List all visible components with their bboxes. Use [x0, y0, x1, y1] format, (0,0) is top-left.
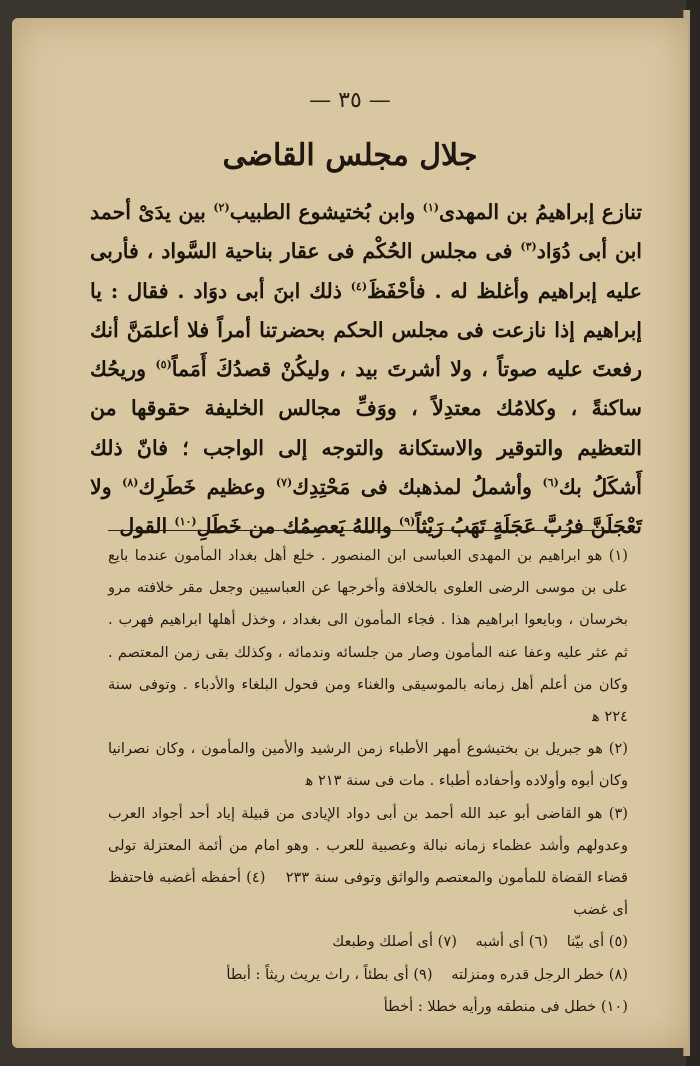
page-number: — ٣٥ —: [309, 88, 391, 113]
book-page: [12, 18, 688, 1048]
footnote-8: (٨) خطر الرجل قدره ومنزلته: [451, 965, 628, 983]
footnote-ref: (٦): [542, 476, 559, 490]
footnote-3: [108, 798, 628, 927]
footnote-ref: (٥): [155, 358, 172, 372]
footnote-ref: (٣): [520, 240, 537, 254]
footnote-ref: (٤): [350, 279, 368, 293]
footnote-2: (٢) هو جبريل بن بختيشوع أمهر الأطباء زمن الرشيد والأمين والمأمون ، وكان نصرانيا وكان أبوه وأولاده وأحفاده أطباء . مات فى سنة ٢١٣ ﻫ: [108, 740, 628, 790]
body-text: وعظيم خَطَرِك: [138, 475, 276, 500]
body-text: ذلك ابنَ أبى دوَاد . فقال : يا إبراهيم إذا نازعت فى مجلس الحكم بحضرتنا أمراً فلا أعلمَنَّ أنك رفعتَ عليه صوتاً ، ولا أشرتَ بيد ، وليكُنْ قصدُكَ أَمَماً: [90, 278, 642, 382]
footnote-ref: (٢): [213, 201, 230, 215]
body-text: القول: [119, 514, 175, 539]
body-text: بين يدَىْ أحمد ابن أبى دُوَاد: [90, 200, 643, 264]
body-text: تنازع إبراهيمُ بن المهدى: [438, 200, 642, 224]
footnote-row-5-7: [108, 926, 628, 958]
footnote-10: (١٠) خطل فى منطقه ورأيه خطلا : أخطأ: [383, 997, 628, 1015]
footnote-row-8-9: [108, 959, 628, 991]
page-title: جلال مجلس القاضى: [222, 138, 478, 173]
footnote-7: (٧) أى أصلك وطبعك: [332, 933, 457, 951]
footnote-ref: (٧): [275, 476, 293, 490]
footnote-5: (٥) أى بيّنا: [566, 933, 628, 951]
body-paragraph: [90, 193, 642, 547]
body-text: ولا تَعْجَلَنَّ فرُبَّ عَجَلَةٍ تَهَبُ رَيْثاً: [90, 475, 642, 539]
footnote-9: (٩) أى بطئاً ، راث يريث ريثاً : أبطأ: [226, 965, 433, 983]
body-text: وأشملُ لمذهبك فى مَحْتِدِك: [292, 475, 543, 500]
footnote-3-text: (٣) هو القاضى أبو عبد الله أحمد بن أبى دواد الإيادى من قبيلة إياد أحد أجواد العرب وعدولهم وأشد عظماء زمانه نبالة وعصبية للعرب . وهو امام من أئمة المعتزلة تولى قضاء القضاة للمأمون والمعتصم والواثق وتوفى سنة ٢٣٣: [108, 804, 628, 887]
footnote-divider: [108, 530, 626, 531]
body-text: فى مجلس الحُكْم فى عقار بناحية السَّواد ، فأربى عليه إبراهيم وأغلظ له . فأحْفَظَ: [90, 239, 642, 303]
body-text: وريحُك ساكنةً ، وكلامُك معتدِلاً ، ووَفِّ مجالس الخليفة حقوقها من التعظيم والتوقير والاستكانة والتوجه إلى الواجب ؛ فانّ ذلك أَشكَلُ بك: [90, 357, 643, 500]
footnotes: [108, 540, 628, 1023]
footnote-ref: (٩): [398, 515, 416, 529]
footnote-ref: (١٠): [174, 515, 197, 529]
footnote-4-text: (٤) أحفظه أغضبه فاحتفظ أى غضب: [108, 869, 628, 919]
footnote-6: (٦) أى أشبه: [475, 933, 549, 951]
body-text: وابن بُختيشوع الطبيب: [229, 200, 423, 224]
footnote-1: (١) هو ابراهيم بن المهدى العباسى ابن المنصور . خلع أهل بغداد المأمون عندما بايع على بن موسى الرضى العلوى بالخلافة وأخرجها عن العباسيين وجعل مقر خلافته مرو بخرسان ، وبايعوا ابراهيم هذا . فجاء المأمون الى بغداد ، وخذل أهلها ابراهيم فهرب . ثم عثر عليه وعفا عنه المأمون وصار من جلسائه وندمائه ، وكذلك بقى زمن المعتصم . وكان من أعلم أهل زمانه بالموسيقى والغناء ومن فحول البلغاء والأدباء . وتوفى سنة ٢٢٤ ﻫ: [108, 547, 628, 726]
footnote-ref: (١): [422, 201, 439, 215]
body-text: واللهُ يَعصِمُك من خَطَلِ: [196, 514, 399, 539]
footnote-ref: (٨): [122, 476, 139, 490]
